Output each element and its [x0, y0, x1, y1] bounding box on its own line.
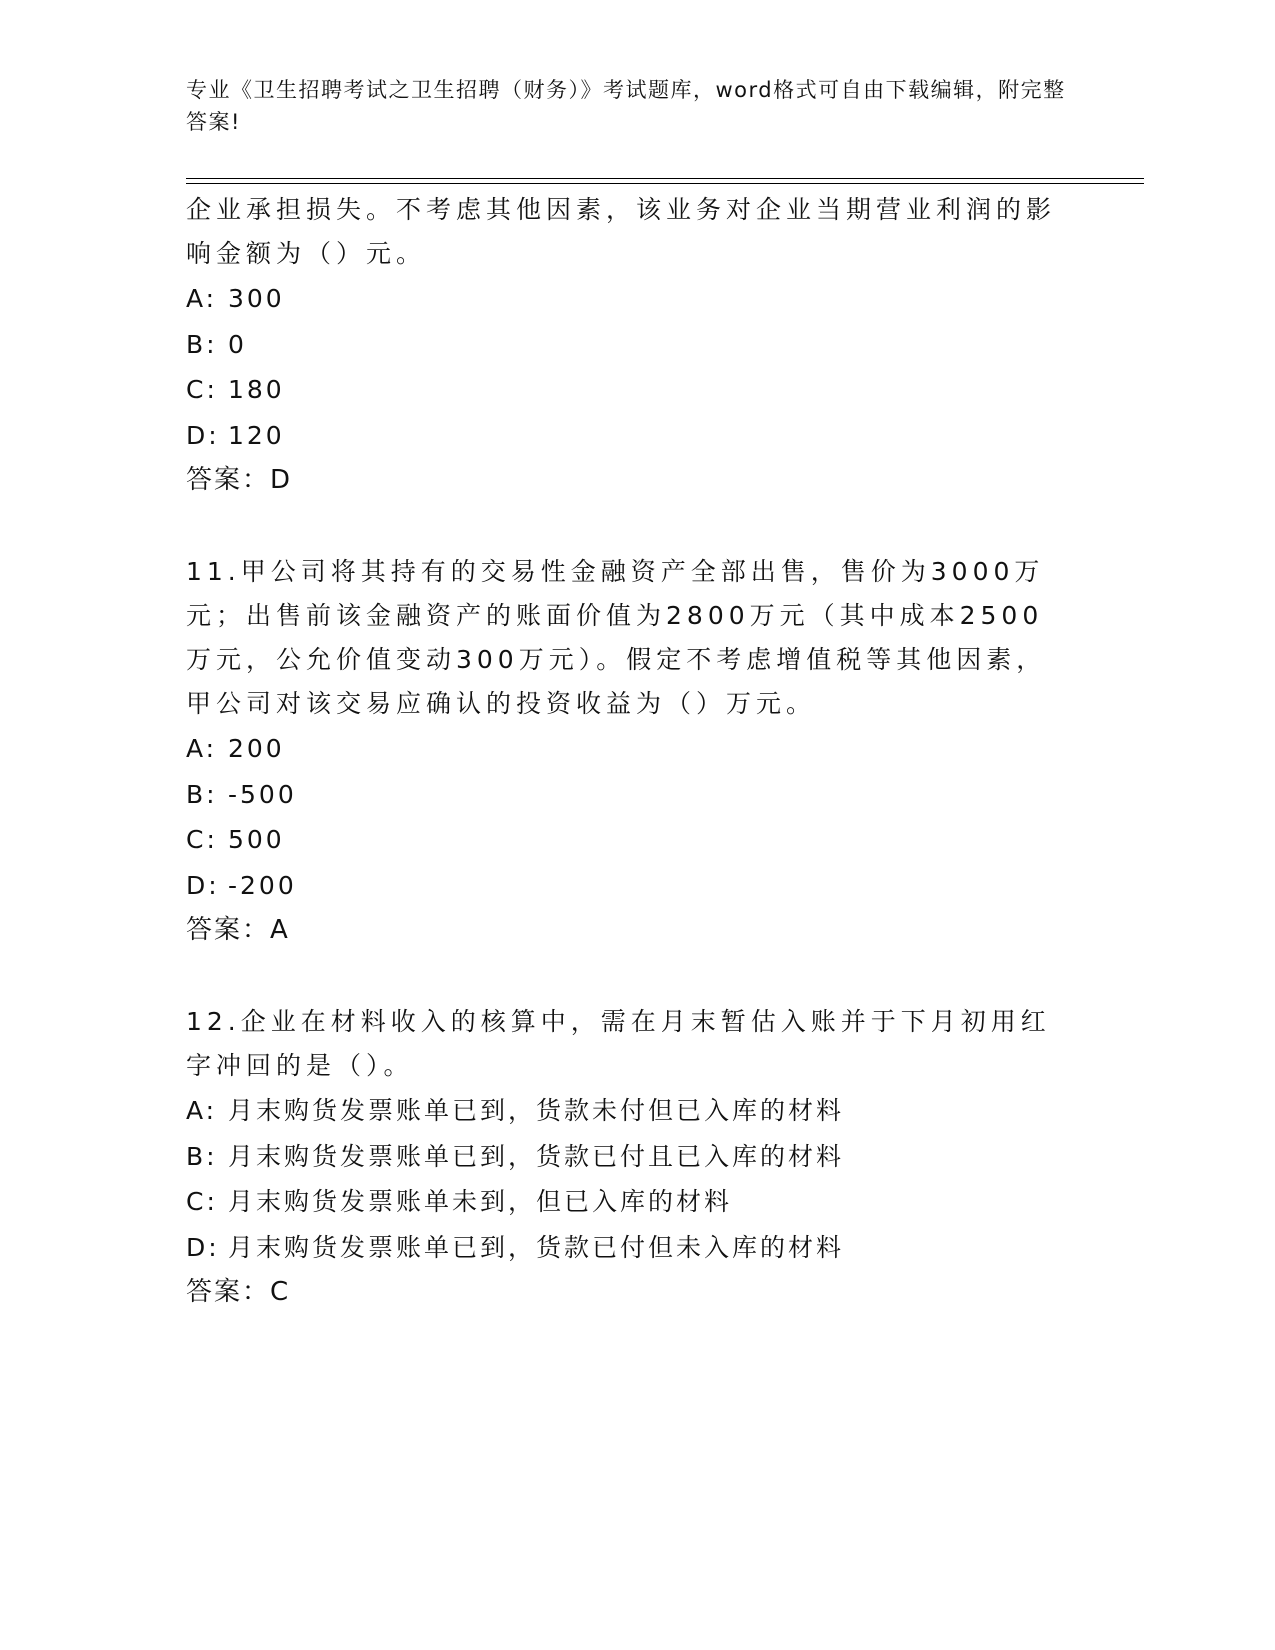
option-value: -500 — [228, 779, 297, 809]
document-header: 专业《卫生招聘考试之卫生招聘（财务）》考试题库，word格式可自由下载编辑，附完整答案! — [186, 78, 1066, 134]
option-c — [186, 817, 1066, 863]
option-d — [186, 1225, 1066, 1271]
question-text: 12.企业在材料收入的核算中，需在月末暂估入账并于下月初用红字冲回的是（）。 — [186, 1007, 1051, 1080]
option-key: C: — [186, 375, 218, 404]
option-b — [186, 322, 1066, 368]
question-11 — [186, 550, 1066, 952]
option-key: B: — [186, 779, 218, 809]
option-key: B: — [186, 1141, 218, 1171]
option-value: 500 — [228, 825, 285, 854]
option-c — [186, 367, 1066, 413]
option-key: D: — [186, 420, 220, 450]
option-b — [186, 772, 1066, 818]
option-d — [186, 863, 1066, 909]
question-list — [186, 188, 1066, 1314]
option-key: D: — [186, 1232, 220, 1262]
option-key: A: — [186, 1096, 218, 1125]
header-divider — [186, 178, 1144, 179]
answer-line: 答案：C — [186, 1277, 291, 1307]
option-value: 月末购货发票账单已到，货款已付但未入库的材料 — [228, 1232, 845, 1262]
option-value: 180 — [228, 375, 285, 404]
option-value: 200 — [228, 734, 285, 763]
option-a — [186, 1088, 1066, 1134]
option-value: 120 — [228, 420, 285, 450]
option-key: C: — [186, 825, 218, 854]
option-a — [186, 276, 1066, 322]
question-text: 企业承担损失。不考虑其他因素，该业务对企业当期营业利润的影响金额为（）元。 — [186, 195, 1057, 268]
option-value: 月末购货发票账单已到，货款已付且已入库的材料 — [228, 1141, 845, 1171]
option-value: 0 — [228, 329, 247, 359]
question-10-continued — [186, 188, 1066, 502]
option-value: -200 — [228, 870, 297, 900]
spacer — [186, 502, 1066, 550]
option-key: A: — [186, 734, 218, 763]
answer-line: 答案：D — [186, 465, 293, 495]
answer-line: 答案：A — [186, 915, 290, 945]
option-b — [186, 1134, 1066, 1180]
option-key: D: — [186, 870, 220, 900]
spacer — [186, 952, 1066, 1000]
option-key: B: — [186, 329, 218, 359]
question-text: 11.甲公司将其持有的交易性金融资产全部出售，售价为3000万元；出售前该金融资产的账面价值为2800万元（其中成本2500万元，公允价值变动300万元）。假定不考虑增值税等其他因素，甲公司对该交易应确认的投资收益为（）万元。 — [186, 557, 1047, 718]
option-value: 月末购货发票账单未到，但已入库的材料 — [228, 1187, 733, 1216]
question-12 — [186, 1000, 1066, 1314]
header-divider-secondary — [186, 183, 1144, 184]
option-c — [186, 1179, 1066, 1225]
option-a — [186, 726, 1066, 772]
option-key: A: — [186, 284, 218, 313]
option-key: C: — [186, 1187, 218, 1216]
option-d — [186, 413, 1066, 459]
option-value: 300 — [228, 284, 285, 313]
option-value: 月末购货发票账单已到，货款未付但已入库的材料 — [228, 1096, 845, 1125]
